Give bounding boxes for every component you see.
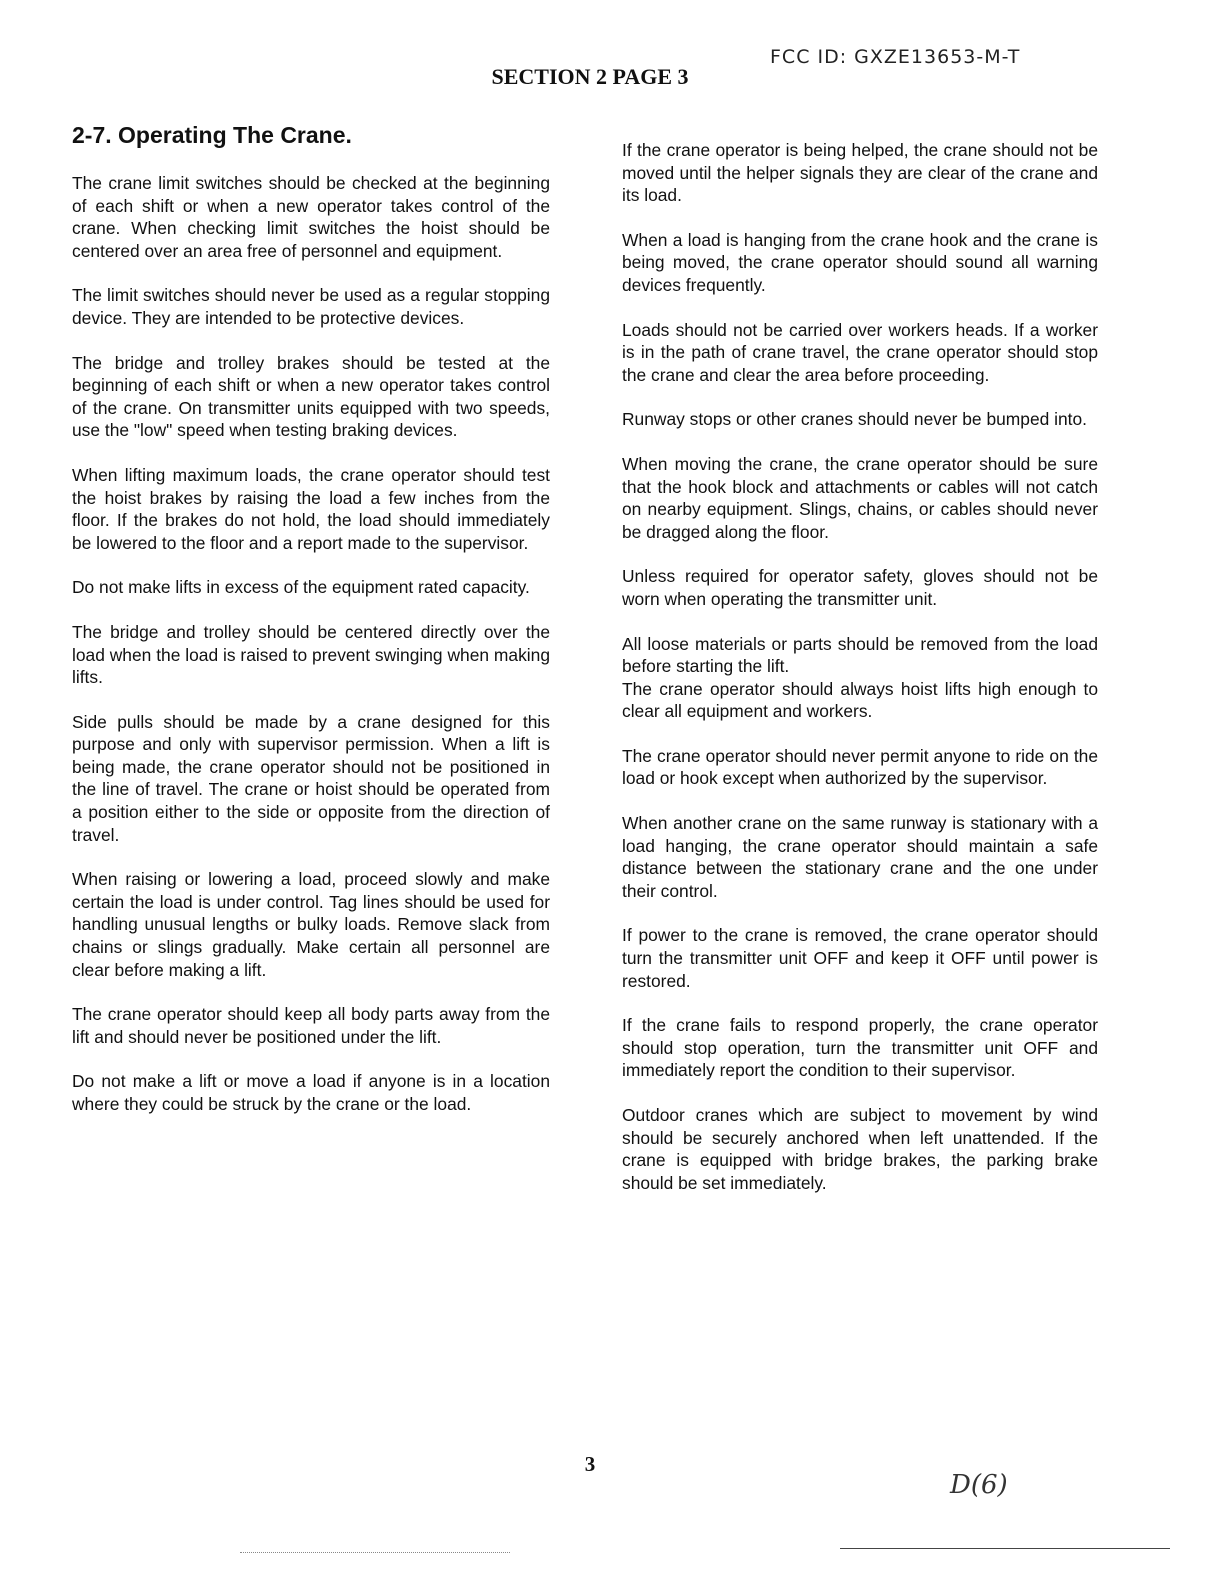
paragraph: The bridge and trolley should be centered directly over the load when the load is raised to prevent swinging when making lifts. (72, 621, 550, 688)
page-number: 3 (584, 1452, 596, 1476)
paragraph: When moving the crane, the crane operator should be sure that the hook block and attachments or cables will not catch on nearby equipment. Slings, chains, or cables should never be dragged along the floor. (622, 453, 1098, 542)
section-heading: 2-7. Operating The Crane. (72, 122, 352, 148)
paragraph: The crane operator should never permit anyone to ride on the load or hook except when authorized by the supervisor. (622, 745, 1098, 789)
handwritten-note: D(6) (950, 1470, 1008, 1500)
paragraph: Runway stops or other cranes should never be bumped into. (622, 409, 1087, 430)
paragraph: Side pulls should be made by a crane designed for this purpose and only with supervisor permission. When a lift is being made, the crane operator should not be positioned in the line of travel. The crane or hoist should be operated from a position either to the side or opposite from the direction of travel. (72, 711, 550, 845)
paragraph: If the crane operator is being helped, the crane should not be moved until the helper signals they are clear of the crane and its load. (622, 140, 1098, 206)
paragraph: When another crane on the same runway is stationary with a load hanging, the crane operator should maintain a safe distance between the stationary crane and the one under their control. (622, 813, 1098, 901)
left-column (72, 120, 550, 1138)
paragraph: Do not make a lift or move a load if anyone is in a location where they could be struck by the crane or the load. (72, 1071, 550, 1114)
paragraph: Loads should not be carried over workers heads. If a worker is in the path of crane travel, the crane operator should stop the crane and clear the area before proceeding. (622, 319, 1098, 385)
fcc-id: FCC ID: GXZE13653-M-T (770, 46, 1021, 68)
paragraph: If the crane fails to respond properly, the crane operator should stop operation, turn the transmitter unit OFF and immediately report the condition to their supervisor. (622, 1015, 1098, 1081)
scan-artifact-line (240, 1552, 510, 1553)
paragraph: The limit switches should never be used as a regular stopping device. They are intended to be protective devices. (72, 285, 550, 328)
paragraph: The crane limit switches should be checked at the beginning of each shift or when a new operator takes control of the crane. When checking limit switches the hoist should be centered over an area free of personnel and equipment. (72, 173, 550, 261)
paragraph: When lifting maximum loads, the crane operator should test the hoist brakes by raising the load a few inches from the floor. If the brakes do not hold, the load should immediately be lowered to the floor and a report made to the supervisor. (72, 464, 550, 553)
paragraph: Outdoor cranes which are subject to movement by wind should be securely anchored when left unattended. If the crane is equipped with bridge brakes, the parking brake should be set immediately. (622, 1105, 1098, 1193)
paragraph: The bridge and trolley brakes should be tested at the beginning of each shift or when a new operator takes control of the crane. On transmitter units equipped with two speeds, use the "low" speed when testing braking devices. (72, 352, 550, 441)
paragraph: When raising or lowering a load, proceed slowly and make certain the load is under control. Tag lines should be used for handling unusual lengths or bulky loads. Remove slack from chains or slings gradually. Make certain all personnel are clear before making a lift. (72, 869, 550, 980)
footer-rule (840, 1548, 1170, 1549)
paragraph: The crane operator should keep all body parts away from the lift and should never be positioned under the lift. (72, 1004, 550, 1047)
paragraph: Unless required for operator safety, gloves should not be worn when operating the transmitter unit. (622, 566, 1098, 609)
paragraph: When a load is hanging from the crane hook and the crane is being moved, the crane operator should sound all warning devices frequently. (622, 229, 1098, 295)
paragraph: Do not make lifts in excess of the equipment rated capacity. (72, 577, 530, 598)
paragraph: If power to the crane is removed, the crane operator should turn the transmitter unit OFF and keep it OFF until power is restored. (622, 925, 1098, 991)
section-header: SECTION 2 PAGE 3 (491, 64, 689, 89)
paragraph: All loose materials or parts should be removed from the load before starting the lift. The crane operator should always hoist lifts high enough to clear all equipment and workers. (622, 633, 1098, 722)
right-column (622, 139, 1098, 1216)
